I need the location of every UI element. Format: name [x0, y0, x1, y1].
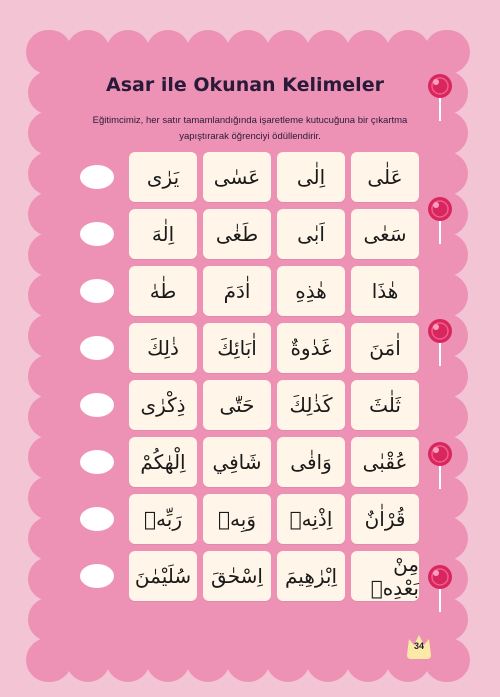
arabic-word-cell: هٰذَا	[351, 266, 419, 316]
arabic-word-cell: عَلٰى	[351, 152, 419, 202]
arabic-word-cell: هٰذِهِ	[277, 266, 345, 316]
arabic-word-cell: اٰبَائِكَ	[203, 323, 271, 373]
sticker-checkbox[interactable]	[80, 222, 114, 246]
arabic-word-cell: اٰمَنَ	[351, 323, 419, 373]
arabic-word-cell: مِنْ بَعْدِهٖ	[351, 551, 419, 601]
word-grid	[80, 148, 425, 604]
arabic-word-cell: اَبٰى	[277, 209, 345, 259]
arabic-word-cell: اِلٰى	[277, 152, 345, 202]
sticker-checkbox[interactable]	[80, 336, 114, 360]
arabic-word-cell: اِلٰهَ	[129, 209, 197, 259]
arabic-word-cell: وَافٰى	[277, 437, 345, 487]
arabic-word-cell: عُقْبٰى	[351, 437, 419, 487]
sticker-checkbox[interactable]	[80, 507, 114, 531]
sticker-checkbox[interactable]	[80, 393, 114, 417]
arabic-word-cell: قُرْاٰنٌ	[351, 494, 419, 544]
arabic-word-cell: ثَلٰثَ	[351, 380, 419, 430]
word-row	[80, 205, 425, 262]
arabic-word-cell: اِسْحٰقَ	[203, 551, 271, 601]
word-row	[80, 319, 425, 376]
arabic-word-cell: عَسٰى	[203, 152, 271, 202]
arabic-word-cell: شَافِي	[203, 437, 271, 487]
arabic-word-cell: اِبْرٰهِيمَ	[277, 551, 345, 601]
lollipop-icon	[425, 564, 455, 614]
lollipop-icon	[425, 196, 455, 246]
arabic-word-cell: ذِكْرٰى	[129, 380, 197, 430]
arabic-word-cell: ذٰلِكَ	[129, 323, 197, 373]
sticker-checkbox[interactable]	[80, 165, 114, 189]
lollipop-icon	[425, 441, 455, 491]
page-number: 34	[413, 641, 424, 651]
sticker-checkbox[interactable]	[80, 564, 114, 588]
word-row	[80, 262, 425, 319]
arabic-word-cell: اٰدَمَ	[203, 266, 271, 316]
arabic-word-cell: طَغٰى	[203, 209, 271, 259]
lollipop-icon	[425, 73, 455, 123]
sticker-checkbox[interactable]	[80, 450, 114, 474]
arabic-word-cell: رَبِّهٖ	[129, 494, 197, 544]
arabic-word-cell: حَتّٰى	[203, 380, 271, 430]
arabic-word-cell: يَرٰى	[129, 152, 197, 202]
word-row	[80, 433, 425, 490]
sticker-checkbox[interactable]	[80, 279, 114, 303]
word-row	[80, 490, 425, 547]
arabic-word-cell: سَعٰى	[351, 209, 419, 259]
word-row	[80, 148, 425, 205]
arabic-word-cell: اِلْهٰكُمْ	[129, 437, 197, 487]
arabic-word-cell: طٰهٰ	[129, 266, 197, 316]
page-title: Asar ile Okunan Kelimeler	[106, 74, 384, 96]
lollipop-icon	[425, 318, 455, 368]
instructions-text: Eğitimcimiz, her satır tamamlandığında işaretleme kutucuğuna bir çıkartma yapıştırarak öğrenciyi ödüllendirir.	[92, 115, 408, 142]
arabic-word-cell: غَدٰوةٌ	[277, 323, 345, 373]
arabic-word-cell: كَذٰلِكَ	[277, 380, 345, 430]
word-row	[80, 547, 425, 604]
arabic-word-cell: سُلَيْمٰنَ	[129, 551, 197, 601]
word-row	[80, 376, 425, 433]
arabic-word-cell: اِذْنِهٖ	[277, 494, 345, 544]
arabic-word-cell: وَبِهٖ	[203, 494, 271, 544]
